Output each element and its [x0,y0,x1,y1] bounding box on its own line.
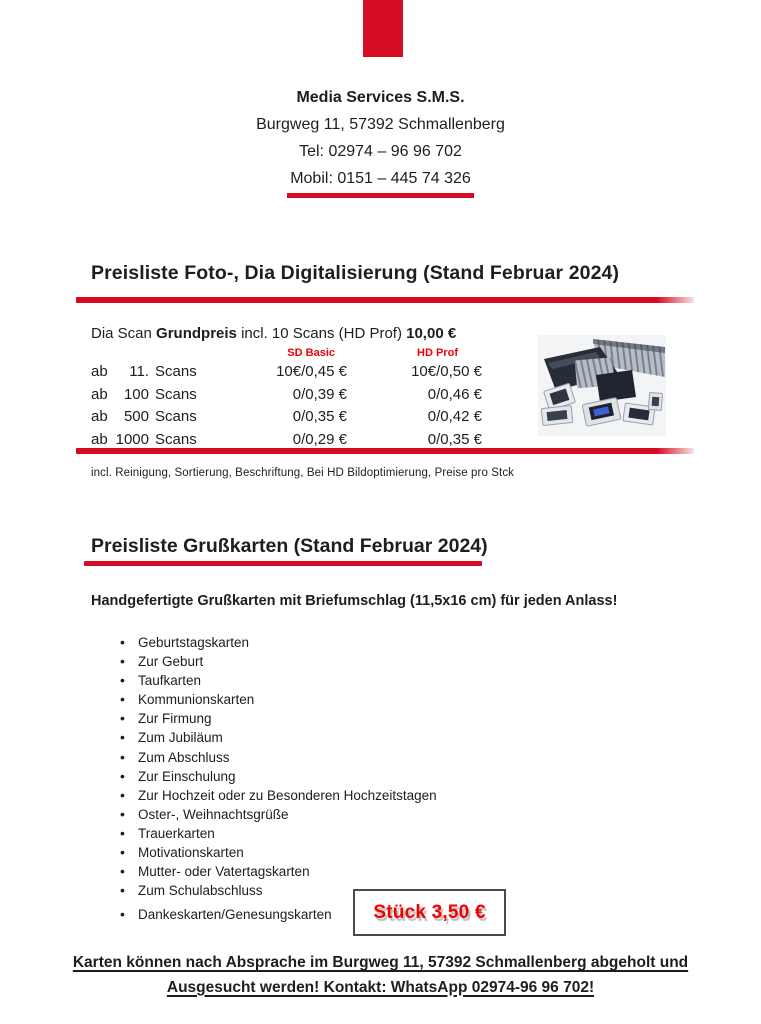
row-qty: 100 [123,385,149,403]
company-address: Burgweg 11, 57392 Schmallenberg [256,116,505,133]
scan-footnote: incl. Reinigung, Sortierung, Beschriftung, Bei HD Bildoptimierung, Preise pro Stck [91,467,515,479]
list-item: • Zum Jubiläum [119,728,437,747]
scan-section-title: Preisliste Foto-, Dia Digitalisierung (Stand Februar 2024) [91,262,620,284]
table-cell-sd: 0/0,39 € [292,385,347,403]
list-item: • Zum Schulabschluss [119,881,437,900]
table-cell-sd: 0/0,29 € [292,430,347,448]
list-item: • Trauerkarten [119,824,437,843]
table-cell-hd: 0/0,46 € [427,385,482,403]
table-cell-hd: 0/0,42 € [427,408,482,425]
row-ab: ab [91,408,108,425]
list-item: • Taufkarten [119,671,437,690]
red-divider-bottom [76,448,694,454]
cards-section-title: Preisliste Grußkarten (Stand Februar 2024) [91,535,488,557]
list-item: • Zur Firmung [119,709,437,728]
row-ab: ab [91,430,108,448]
column-header-hd-prof: HD Prof [417,347,458,359]
row-ab: ab [91,363,108,380]
slide-scanner-photo [538,335,666,436]
card-types-list [119,633,437,924]
intro-prefix: Dia Scan [91,325,157,342]
row-ab: ab [91,385,108,403]
row-unit: Scans [155,408,197,425]
table-row-label [91,406,235,429]
list-item: • Zum Abschluss [119,748,437,767]
row-qty: 1000 [115,430,149,448]
intro-base-price: 10,00 € [406,325,457,342]
list-item: • Zur Hochzeit oder zu Besonderen Hochzeitstagen [119,786,437,805]
unit-price-badge: Stück 3,50 € [353,889,506,936]
list-item: • Kommunionskarten [119,690,437,709]
table-cell-hd: 0/0,35 € [427,430,482,448]
row-unit: Scans [155,385,197,403]
list-item: • Mutter- oder Vatertagskarten [119,862,437,881]
list-item: • Dankeskarten/Genesungskarten [119,905,437,924]
scan-price-table [91,346,482,451]
company-mobile-text: Mobil: 0151 – 445 74 326 [287,165,474,198]
cards-subtitle: Handgefertigte Grußkarten mit Briefumschlag (11,5x16 cm) für jeden Anlass! [91,593,618,609]
intro-grundpreis: Grundpreis [156,325,237,342]
scan-base-price-line [91,325,456,342]
list-item: • Zur Geburt [119,652,437,671]
company-phone: Tel: 02974 – 96 96 702 [299,143,462,160]
row-unit: Scans [155,363,197,380]
red-divider-top [76,297,694,303]
pickup-note-line2: Ausgesucht werden! Kontakt: WhatsApp 02974-96 96 702! [166,978,595,996]
row-qty: 11. [129,363,149,380]
company-mobile [0,165,761,198]
table-cell-hd: 10€/0,50 € [411,363,482,380]
table-row-label [91,384,235,407]
list-item: • Geburtstagskarten [119,633,437,652]
pickup-note [0,951,761,1000]
top-red-tab [363,0,403,57]
list-item: • Zur Einschulung [119,767,437,786]
table-cell-sd: 0/0,35 € [292,408,347,425]
letterhead [0,84,761,198]
list-item: • Motivationskarten [119,843,437,862]
cards-title-underline [84,561,482,566]
intro-middle: incl. 10 Scans (HD Prof) [236,325,407,342]
column-header-sd-basic: SD Basic [287,347,335,359]
row-qty: 500 [123,408,149,425]
column-spacer [91,346,235,361]
pickup-note-line1: Karten können nach Absprache im Burgweg 11, 57392 Schmallenberg abgeholt und [72,954,689,971]
list-item: • Oster-, Weihnachtsgrüße [119,805,437,824]
table-row-label [91,361,235,384]
company-name: Media Services S.M.S. [296,89,465,106]
row-unit: Scans [155,430,197,448]
table-cell-sd: 10€/0,45 € [276,363,347,380]
